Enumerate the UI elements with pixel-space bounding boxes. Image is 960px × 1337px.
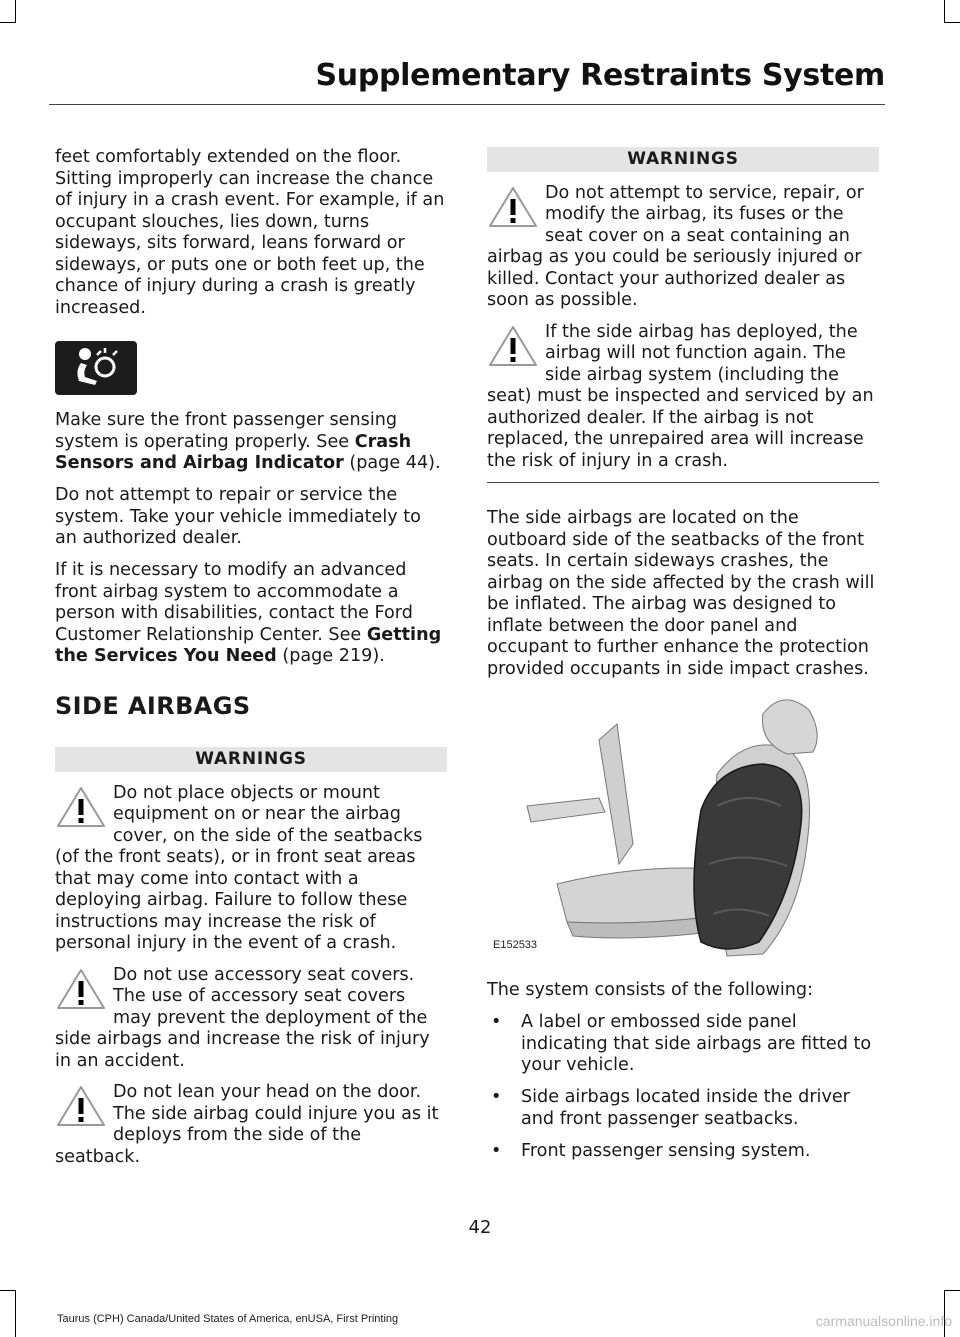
warning-item bbox=[487, 183, 879, 312]
page-number: 42 bbox=[468, 1217, 492, 1238]
services-link[interactable]: Getting the Services You Need bbox=[55, 624, 442, 666]
bullet-icon: • bbox=[491, 1140, 502, 1161]
list-item-text: A label or embossed side panel indicating that side airbags are fitted to your vehicle. bbox=[521, 1012, 872, 1075]
footer-text: Taurus (CPH) Canada/United States of America, enUSA, First Printing bbox=[57, 1313, 399, 1325]
modify-text: If it is necessary to modify an advanced front airbag system to accommodate a person with disabilities, contact the Ford Customer Relationship Center. See bbox=[55, 560, 413, 645]
warning-text: Do not use accessory seat covers. The use of accessory seat covers may prevent the deployment of the side airbags and increase the risk of injury in an accident. bbox=[55, 964, 430, 1071]
intro-paragraph: feet comfortably extended on the floor. Sitting improperly can increase the chance of injury in a crash event. For example, if an occupant slouches, lies down, turns sideways, sits forward, leans forward or sideways, or puts one or both feet up, the chance of injury during a crash is greatly increased. bbox=[55, 147, 445, 318]
warning-triangle-icon bbox=[55, 1084, 107, 1128]
warning-triangle-icon bbox=[55, 967, 107, 1011]
warning-item bbox=[55, 783, 447, 955]
list-item-text: Side airbags located inside the driver and front passenger seatbacks. bbox=[521, 1087, 850, 1129]
crop-mark bbox=[944, 0, 945, 22]
left-column bbox=[55, 147, 447, 1178]
warning-text: Do not lean your head on the door. The side airbag could injure you as it deploys from the side of the seatback. bbox=[55, 1082, 439, 1167]
warning-item bbox=[55, 965, 447, 1073]
system-components-list bbox=[487, 1012, 879, 1162]
warnings-bar: WARNINGS bbox=[487, 147, 879, 172]
modify-page-ref: (page 219). bbox=[276, 646, 385, 666]
warning-text: Do not place objects or mount equipment on or near the airbag cover, on the side of the seatbacks (of the front seats), or in front seat areas that may come into contact with a deploying airbag. Failure to follow these instructions may increase the risk of personal injury in the event of a crash. bbox=[55, 782, 423, 953]
list-item-text: Front passenger sensing system. bbox=[521, 1140, 811, 1161]
sensing-text: Make sure the front passenger sensing system is operating properly. See bbox=[55, 410, 398, 452]
figure-label: E152533 bbox=[493, 938, 538, 951]
system-components-intro: The system consists of the following: bbox=[487, 980, 814, 1000]
warning-text: Do not attempt to service, repair, or modify the airbag, its fuses or the seat cover on a seat containing an airbag as you could be seriously injured or killed. Contact your authorized dealer as soon as possible. bbox=[487, 182, 864, 310]
repair-paragraph: Do not attempt to repair or service the system. Take your vehicle immediately to an authorized dealer. bbox=[55, 485, 421, 548]
crop-mark bbox=[944, 22, 960, 23]
warning-triangle-icon bbox=[55, 785, 107, 829]
crop-mark bbox=[0, 22, 16, 23]
side-airbag-location-paragraph: The side airbags are located on the outboard side of the seatbacks of the front seats. In certain sideways crashes, the airbag on the side affected by the crash will be inflated. The airbag was designed to inflate between the door panel and occupant to further enhance the protection provided occupants in side impact crashes. bbox=[487, 508, 875, 679]
bullet-icon: • bbox=[491, 1087, 502, 1107]
crop-mark bbox=[15, 1290, 16, 1337]
warning-text: If the side airbag has deployed, the airbag will not function again. The side airbag system (including the seat) must be inspected and serviced by an authorized dealer. If the airbag is not replaced, the unrepaired area will increase the risk of injury in a crash. bbox=[487, 321, 874, 471]
warning-triangle-icon bbox=[487, 324, 539, 368]
right-column bbox=[487, 147, 879, 1173]
list-item bbox=[487, 1012, 879, 1077]
header-divider bbox=[49, 104, 885, 105]
warning-item bbox=[487, 322, 879, 473]
seat-airbag-illustration bbox=[487, 694, 879, 964]
crash-sensors-link[interactable]: Crash Sensors and Airbag Indicator bbox=[55, 431, 412, 473]
list-item bbox=[487, 1087, 879, 1130]
warnings-bar: WARNINGS bbox=[55, 747, 447, 772]
section-heading: SIDE AIRBAGS bbox=[55, 691, 251, 720]
airbag-warning-icon-graphic bbox=[55, 341, 137, 395]
warning-item bbox=[55, 1082, 447, 1168]
page-title: Supplementary Restraints System bbox=[315, 58, 885, 93]
crop-mark bbox=[15, 0, 16, 22]
crop-mark bbox=[0, 1290, 16, 1291]
sensing-paragraph bbox=[55, 410, 447, 475]
list-item bbox=[487, 1141, 879, 1163]
sensing-page-ref: (page 44). bbox=[343, 453, 441, 473]
side-airbag-seat-illustration bbox=[487, 694, 879, 964]
modify-paragraph bbox=[55, 560, 447, 668]
airbag-warning-icon bbox=[55, 341, 137, 395]
watermark: carmanualsonline.info bbox=[815, 1313, 952, 1329]
warnings-end-divider bbox=[487, 482, 879, 483]
crop-mark bbox=[944, 1290, 960, 1291]
bullet-icon: • bbox=[491, 1012, 502, 1032]
warning-triangle-icon bbox=[487, 185, 539, 229]
